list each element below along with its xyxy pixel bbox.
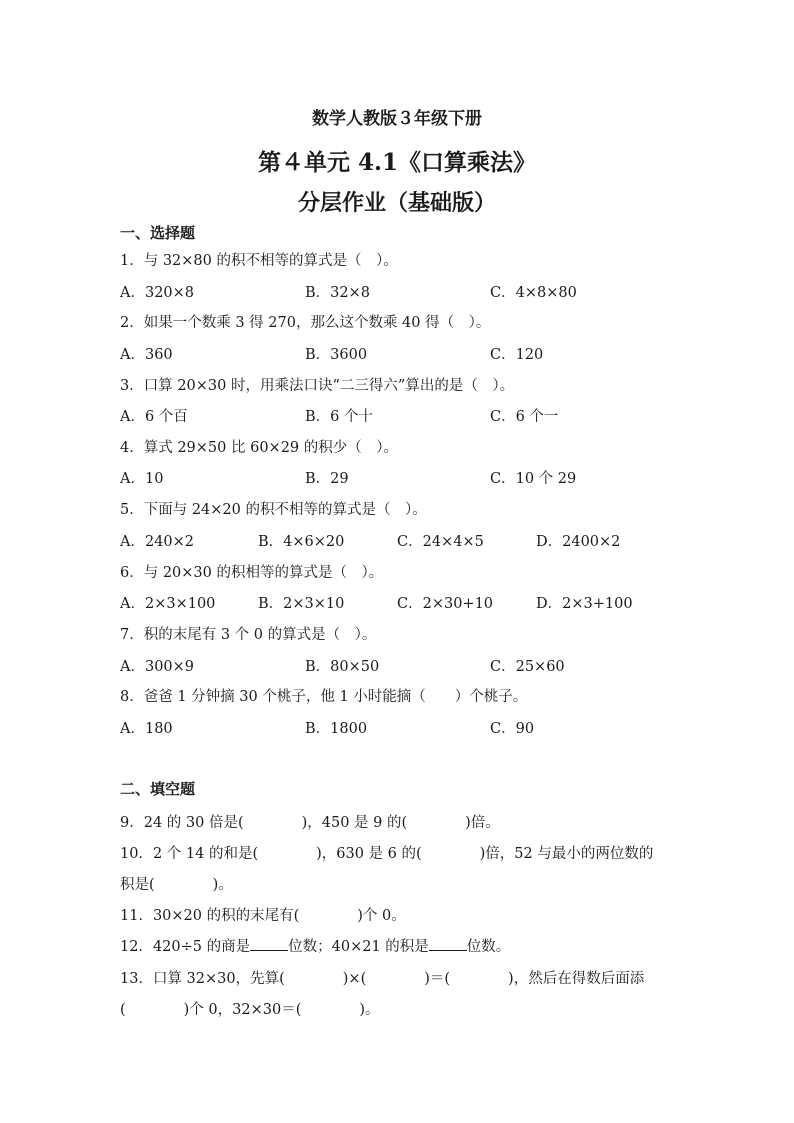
question-6: 6．与 20×30 的积相等的算式是（ ）。	[120, 565, 384, 581]
q1-option-b: B．32×8	[305, 285, 370, 301]
question-9: 9．24 的 30 倍是( )，450 是 9 的( )倍。	[120, 815, 500, 831]
q5-option-a: A．240×2	[120, 534, 195, 550]
q2-option-a: A．360	[120, 347, 173, 363]
q3-option-c: C．6 个一	[490, 409, 559, 425]
q8-option-a: A．180	[120, 721, 173, 737]
q4-option-c: C．10 个 29	[490, 471, 577, 487]
answer-blank[interactable]	[429, 936, 467, 951]
question-8: 8．爸爸 1 分钟摘 30 个桃子，他 1 小时能摘（ ）个桃子。	[120, 689, 528, 705]
q2-option-c: C．120	[490, 347, 544, 363]
worksheet-title: 数学人教版３年级下册	[312, 109, 482, 129]
question-12-part-3: 位数。	[466, 939, 511, 955]
level-title: 分层作业（基础版）	[297, 190, 496, 216]
question-7: 7．积的末尾有 3 个 0 的算式是（ ）。	[120, 627, 377, 643]
section-heading-fill: 二、填空题	[120, 780, 196, 798]
question-12-part-2: 位数；40×21 的积是	[288, 939, 429, 955]
q2-option-b: B．3600	[305, 347, 368, 363]
section-heading-choice: 一、选择题	[120, 224, 196, 242]
q6-option-a: A．2×3×100	[120, 596, 216, 612]
q7-option-b: B．80×50	[305, 659, 380, 675]
q5-option-b: B．4×6×20	[258, 534, 345, 550]
q6-option-d: D．2×3+100	[536, 596, 633, 612]
question-2: 2．如果一个数乘 3 得 270，那么这个数乘 40 得（ ）。	[120, 315, 491, 331]
question-10: 10．2 个 14 的和是( )，630 是 6 的( )倍，52 与最小的两位数的	[120, 846, 654, 862]
q6-option-b: B．2×3×10	[258, 596, 345, 612]
question-13-continued: ( )个 0，32×30＝( )。	[120, 1002, 380, 1018]
q5-option-d: D．2400×2	[536, 534, 621, 550]
question-12	[120, 935, 510, 956]
answer-blank[interactable]	[250, 936, 288, 951]
question-4: 4．算式 29×50 比 60×29 的积少（ ）。	[120, 440, 399, 456]
question-11: 11．30×20 的积的末尾有( )个 0。	[120, 908, 406, 924]
q6-option-c: C．2×30+10	[397, 596, 494, 612]
q1-option-a: A．320×8	[120, 285, 195, 301]
q7-option-a: A．300×9	[120, 659, 195, 675]
question-5: 5．下面与 24×20 的积不相等的算式是（ ）。	[120, 502, 427, 518]
q3-option-a: A．6 个百	[120, 409, 188, 425]
q4-option-b: B．29	[305, 471, 349, 487]
question-10-continued: 积是( )。	[120, 877, 233, 893]
q7-option-c: C．25×60	[490, 659, 565, 675]
q4-option-a: A．10	[120, 471, 164, 487]
q1-option-c: C．4×8×80	[490, 285, 577, 301]
question-12-part-1: 12．420÷5 的商是	[120, 939, 251, 955]
question-1: 1．与 32×80 的积不相等的算式是（ ）。	[120, 253, 398, 269]
q5-option-c: C．24×4×5	[397, 534, 484, 550]
unit-title: 第４单元 4.1《口算乘法》	[257, 149, 537, 176]
q3-option-b: B．6 个十	[305, 409, 373, 425]
question-3: 3．口算 20×30 时，用乘法口诀“二三得六”算出的是（ ）。	[120, 378, 515, 394]
q8-option-c: C．90	[490, 721, 535, 737]
q8-option-b: B．1800	[305, 721, 368, 737]
question-13: 13．口算 32×30，先算( )×( )＝( )，然后在得数后面添	[120, 971, 645, 987]
